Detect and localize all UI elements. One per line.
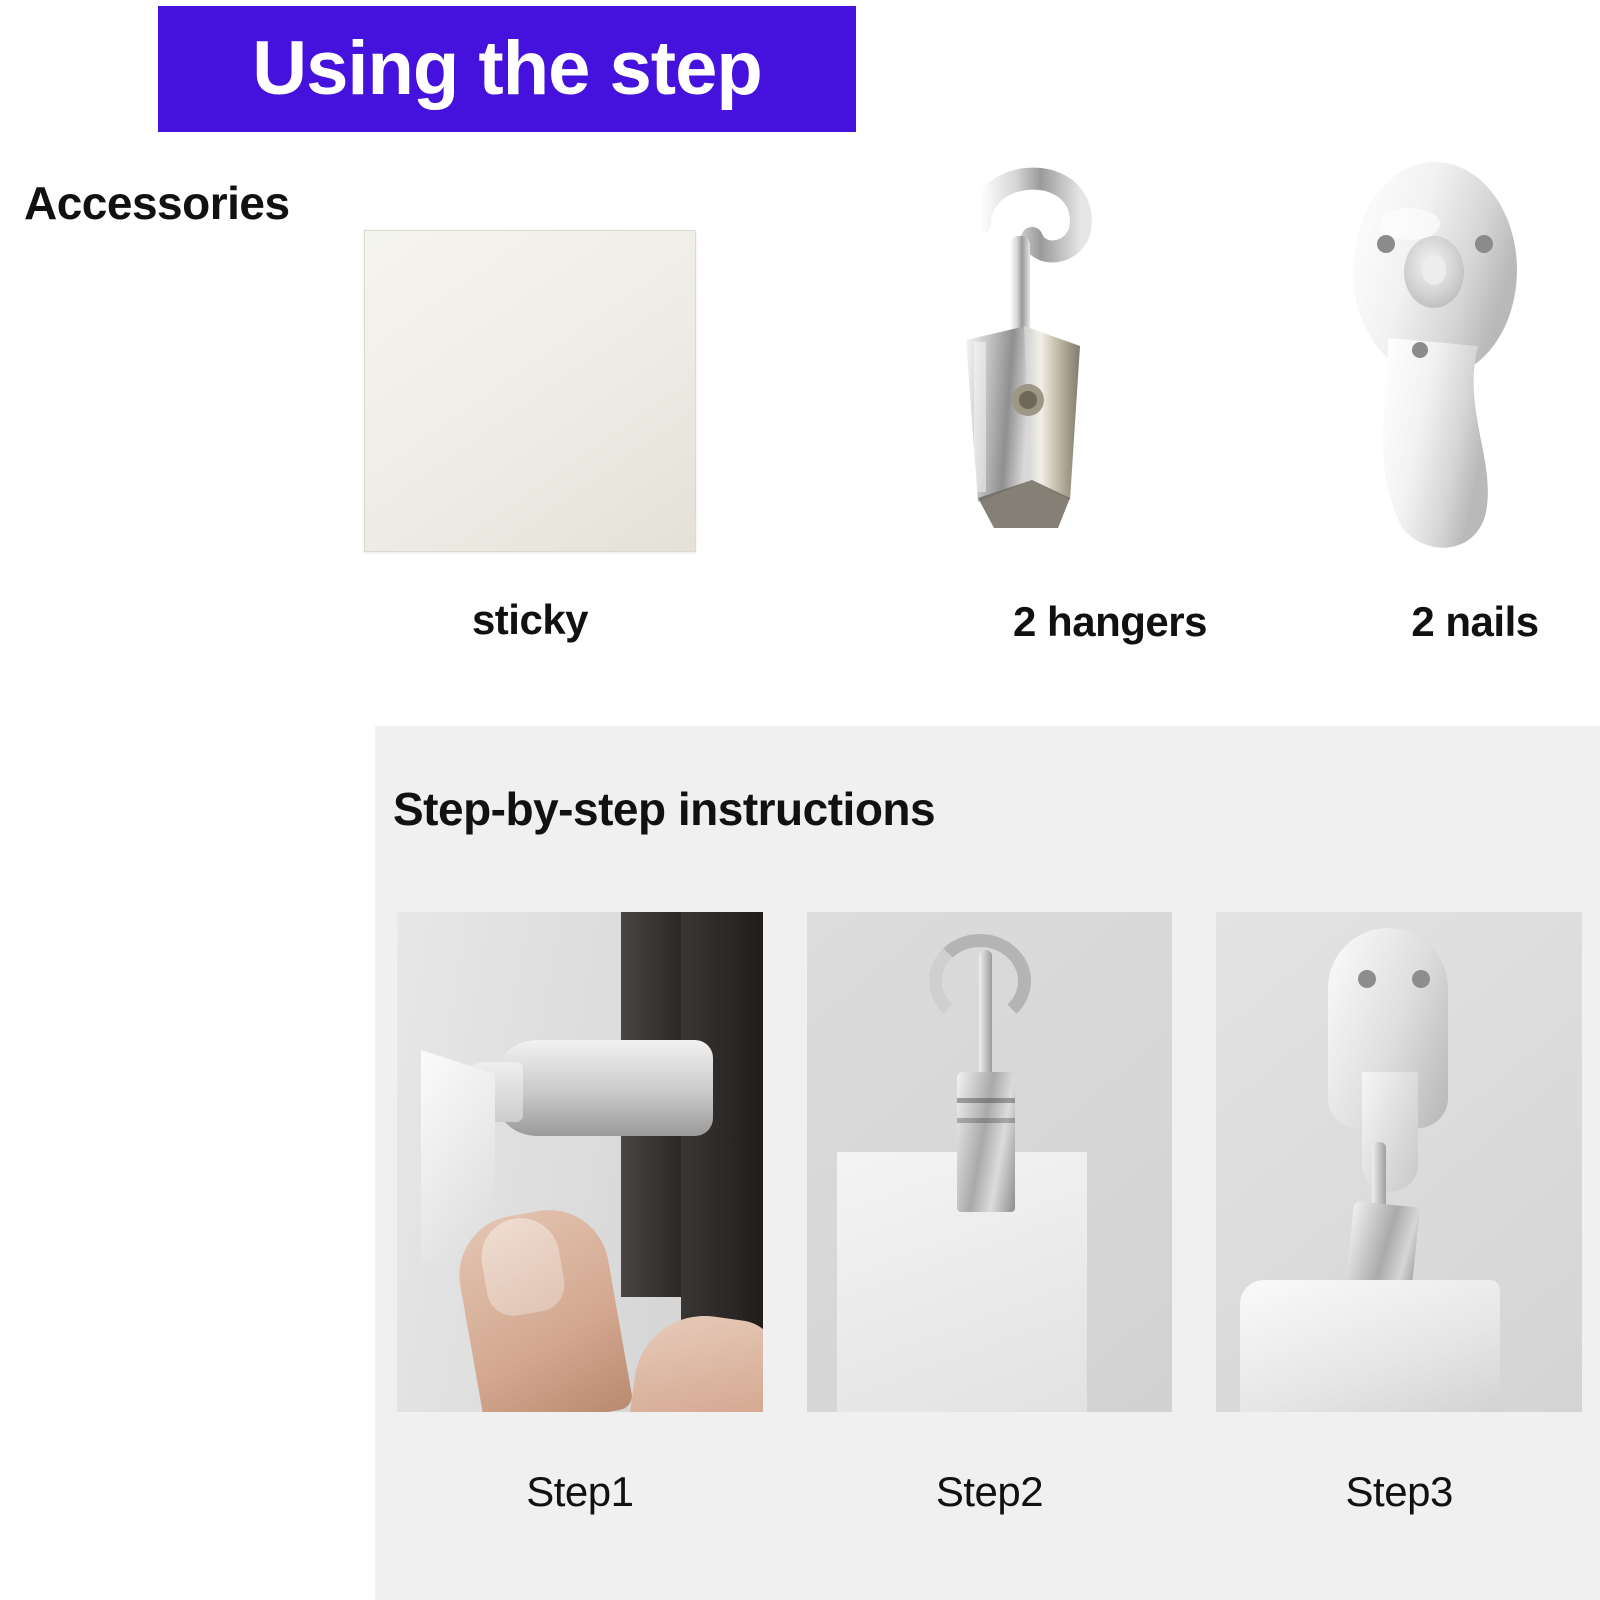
sticky-square-icon — [364, 230, 696, 552]
step2-clip-detail-1 — [957, 1098, 1015, 1103]
step-images-row — [397, 912, 1582, 1412]
accessory-item-nails — [1310, 160, 1600, 646]
step-caption-1: Step1 — [526, 1468, 634, 1515]
instructions-heading: Step-by-step instructions — [393, 783, 936, 835]
step2-clip — [957, 1072, 1015, 1212]
step1-hook — [493, 1040, 713, 1136]
step3-hook-stem — [1362, 1072, 1418, 1192]
step-image-3 — [1216, 912, 1582, 1412]
accessory-item-sticky — [350, 230, 710, 644]
step-captions-row — [397, 1468, 1582, 1516]
step-caption-3: Step3 — [1345, 1468, 1453, 1515]
step-caption-2: Step2 — [935, 1468, 1044, 1515]
accessory-caption-nails: 2 nails — [1411, 598, 1539, 645]
page-title: Using the step — [252, 26, 762, 111]
step3-hanger-shaft — [1372, 1142, 1386, 1212]
step2-hook-arm — [979, 950, 992, 1080]
accessory-item-hangers — [920, 150, 1300, 646]
step3-cloth — [1240, 1280, 1500, 1412]
instructions-panel — [375, 726, 1600, 1600]
accessory-caption-hangers: 2 hangers — [1013, 598, 1207, 645]
step-image-2 — [807, 912, 1173, 1412]
step2-clip-detail-2 — [957, 1118, 1015, 1123]
nail-hook-icon — [1310, 160, 1600, 560]
accessories-row — [330, 150, 1539, 670]
accessories-heading: Accessories — [24, 177, 290, 229]
title-banner — [158, 6, 856, 132]
step-image-1 — [397, 912, 763, 1412]
hanger-clip-icon — [920, 150, 1300, 560]
accessory-caption-sticky: sticky — [471, 596, 589, 643]
